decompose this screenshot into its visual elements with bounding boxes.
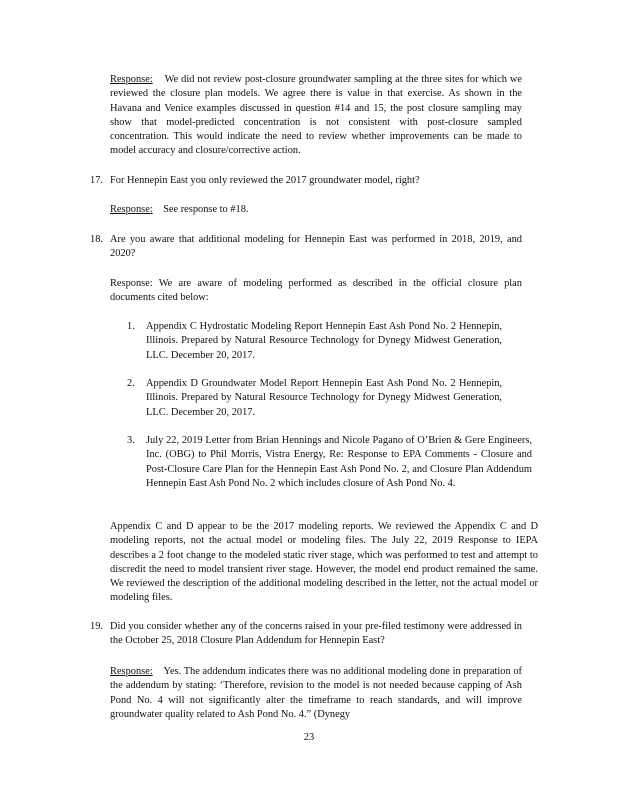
response-label: Response: (110, 74, 153, 85)
item-2-text: Appendix D Groundwater Model Report Hennepin East Ash Pond No. 2 Hennepin, Illinois. Prepared by Natural Resource Technology for Dynegy Midwest Generation, LLC. December 20, 2017. (146, 378, 502, 418)
question-17-response-text: See response to #18. (163, 204, 249, 215)
item-1-text: Appendix C Hydrostatic Modeling Report Hennepin East Ash Pond No. 2 Hennepin, Illinois. Prepared by Natural Resource Technology for Dynegy Midwest Generation, LLC. December 20, 2017. (146, 321, 502, 361)
question-17-number: 17. (90, 175, 103, 186)
response-label: Response: (110, 666, 153, 677)
question-19-response-text: Yes. The addendum indicates there was no additional modeling done in preparation of the addendum by stating: ‘Therefore, revision to the model is not needed because capping of Ash Pond No. 4 will not significantly alter the timeframe to reach standards, and will improve groundwater quality related to Ash Pond No. 4.” (Dynegy (110, 666, 523, 720)
page-number: 23 (303, 732, 315, 743)
question-18-number: 18. (90, 234, 103, 245)
question-18-followup: Appendix C and D appear to be the 2017 modeling reports. We reviewed the Appendix C and D modeling reports, not the actual model or modeling files. The July 22, 2019 Response to IEPA describes a 2 foot change to the modeled static river stage, which was performed to test and attempt to discredit the need to model transient river stage. However, the model end product remained the same. We reviewed the description of the additional modeling described in the letter, not the actual model or modeling files. (110, 521, 538, 604)
item-1-number: 1. (127, 321, 135, 332)
intro-response-text: We did not review post-closure groundwater sampling at the three sites for which we reviewed the closure plan models. We agree there is value in that exercise. As shown in the Havana and Venice examples discussed in question #14 and 15, the post closure sampling may show that model-predicted concentration is not consistent with post-closure sampled concentration. This would indicate the need to review whether improvements can be made to model accuracy and closure/corrective action. (110, 74, 523, 157)
question-18-response: Response: We are aware of modeling performed as described in the official closure plan documents cited below: (110, 278, 522, 304)
question-17-response (110, 203, 522, 217)
item-3-number: 3. (127, 435, 135, 446)
question-18-text: Are you aware that additional modeling for Hennepin East was performed in 2018, 2019, and 2020? (110, 234, 522, 260)
question-19-text: Did you consider whether any of the concerns raised in your pre-filed testimony were addressed in the October 25, 2018 Closure Plan Addendum for Hennepin East? (110, 621, 522, 647)
question-17-text: For Hennepin East you only reviewed the 2017 groundwater model, right? (110, 175, 420, 186)
item-3-text: July 22, 2019 Letter from Brian Hennings and Nicole Pagano of O’Brien & Gere Engineers, Inc. (OBG) to Phil Morris, Vistra Energy, Re: Response to EPA Comments - Closure and Post-Closure Care Plan for the Hennepin East Ash Pond No. 2, and Closure Plan Addendum Hennepin East Ash Pond No. 2 which includes closure of Ash Pond No. 4. (146, 435, 532, 489)
response-label: Response: (110, 204, 153, 215)
item-2-number: 2. (127, 378, 135, 389)
question-19-number: 19. (90, 621, 103, 632)
question-19-response (110, 665, 522, 722)
intro-response (110, 73, 522, 159)
